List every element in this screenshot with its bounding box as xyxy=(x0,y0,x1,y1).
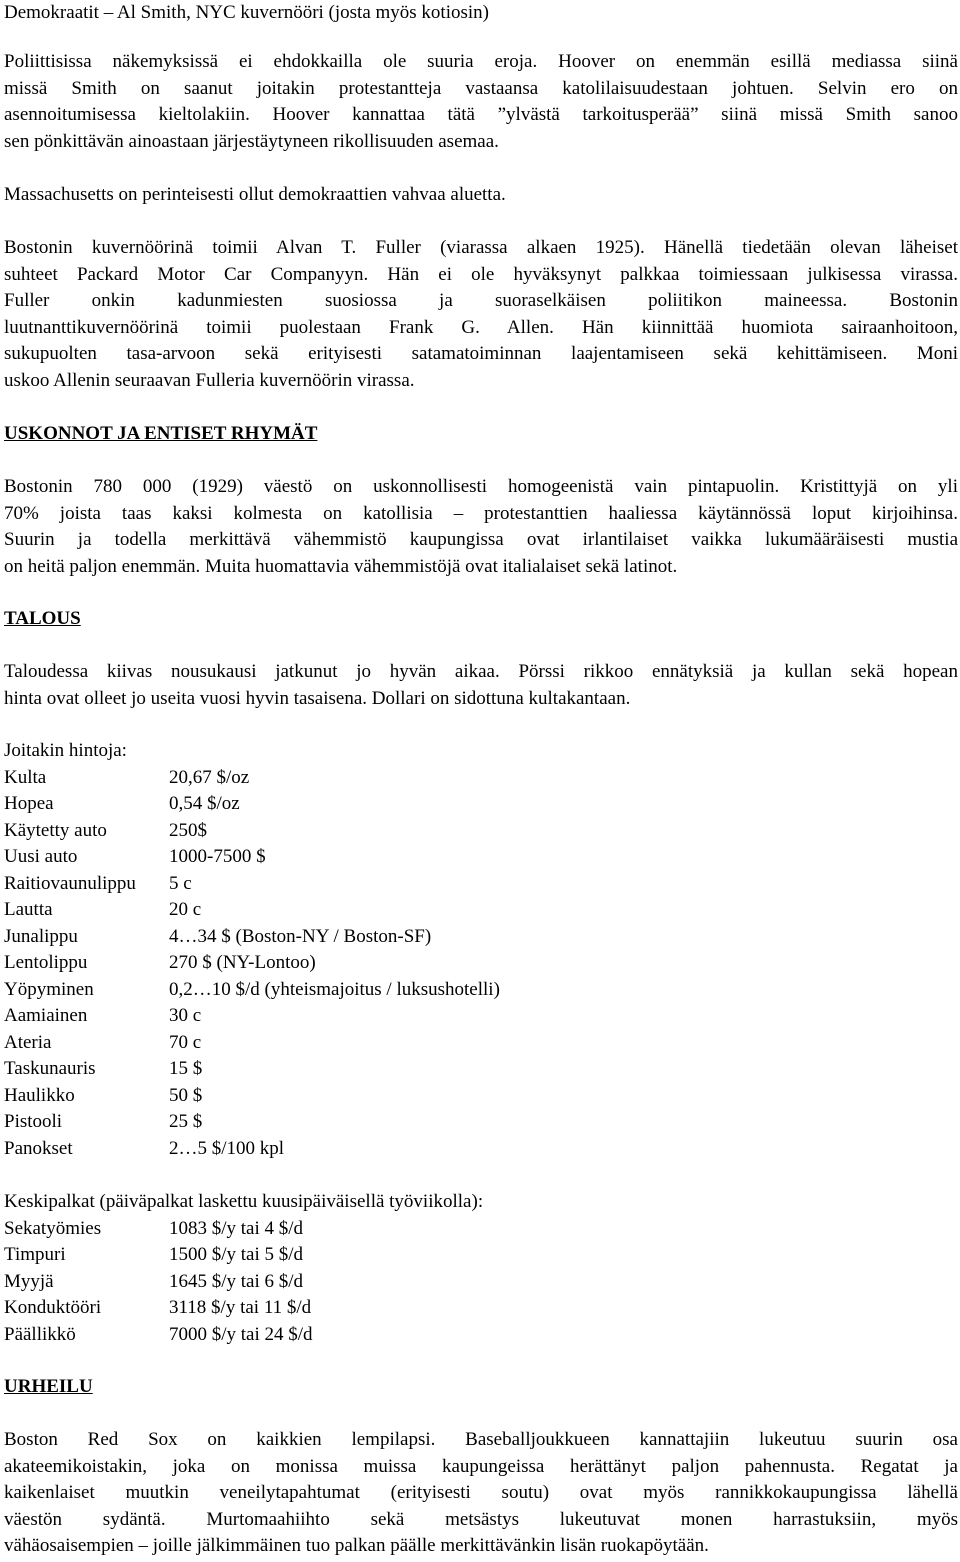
price-row xyxy=(4,897,500,924)
price-row xyxy=(4,1030,500,1057)
wages-list xyxy=(4,1216,483,1349)
governor-line: luutnanttikuvernöörinä toimii puolestaan Frank G. Allen. Hän kiinnittää huomiota sairaanhoitoon, xyxy=(4,316,958,338)
massachusetts-paragraph xyxy=(4,182,506,209)
sports-paragraph xyxy=(4,1427,958,1560)
governor-line: uskoo Allenin seuraavan Fulleria kuvernöörin virassa. xyxy=(4,369,415,391)
wage-row-label: Timpuri xyxy=(4,1244,66,1265)
price-row xyxy=(4,1003,500,1030)
sports-line: Boston Red Sox on kaikkien lempilapsi. Baseballjoukkueen kannattajiin lukeutuu suurin osa xyxy=(4,1429,958,1450)
price-row-label: Panokset xyxy=(4,1137,73,1159)
sports-heading-text: URHEILU xyxy=(4,1376,93,1397)
politics-line: asennoitumisessa kieltolakiin. Hoover kannattaa tätä ”ylvästä tarkoitusperää” siinä missä Smith sanoo xyxy=(4,104,958,125)
economy-paragraph xyxy=(4,659,958,712)
price-row xyxy=(4,977,500,1004)
prices-section xyxy=(4,738,500,1162)
price-row xyxy=(4,1109,500,1136)
price-row-value: 20,67 $/oz xyxy=(169,766,250,788)
wage-row-value: 1500 $/y tai 5 $/d xyxy=(169,1244,304,1265)
price-row-value: 270 $ (NY-Lontoo) xyxy=(169,952,316,973)
economy-heading-text: TALOUS xyxy=(4,608,81,629)
religion-line: on heitä paljon enemmän. Muita huomattavia vähemmistöjä ovat italialaiset sekä latinot. xyxy=(4,555,678,577)
price-row-label: Lautta xyxy=(4,899,53,920)
politics-paragraph xyxy=(4,49,958,155)
price-row-value: 30 c xyxy=(169,1005,202,1026)
price-row-label: Uusi auto xyxy=(4,846,78,867)
religion-paragraph xyxy=(4,474,958,580)
wages-section xyxy=(4,1189,483,1348)
price-row-value: 2…5 $/100 kpl xyxy=(169,1137,285,1159)
party-line-text: Demokraatit – Al Smith, NYC kuvernööri (josta myös kotiosin) xyxy=(4,2,489,23)
party-line xyxy=(4,0,489,27)
politics-line: missä Smith on saanut joitakin protestantteja vastaansa katolilaisuudestaan johtuen. Selvin ero on xyxy=(4,77,958,99)
wage-row xyxy=(4,1242,483,1269)
price-row-label: Yöpyminen xyxy=(4,978,94,1000)
price-row-value: 4…34 $ (Boston-NY / Boston-SF) xyxy=(169,925,432,947)
politics-line: sen pönkittävän ainoastaan järjestäytyneen rikollisuuden asemaa. xyxy=(4,130,499,152)
price-row-label: Ateria xyxy=(4,1031,52,1053)
religion-heading-text: USKONNOT JA ENTISET RHYMÄT xyxy=(4,423,318,444)
price-row-label: Junalippu xyxy=(4,925,78,947)
price-row-value: 50 $ xyxy=(169,1084,203,1106)
religion-line: 70% joista taas kaksi kolmesta on katollisia – protestanttien haaliessa käytännössä loput kirjoihinsa. xyxy=(4,502,958,524)
wage-row-value: 1083 $/y tai 4 $/d xyxy=(169,1217,304,1239)
price-row-value: 0,54 $/oz xyxy=(169,793,240,814)
price-row-label: Aamiainen xyxy=(4,1005,88,1026)
sports-line: vähäosaisempien – joille jälkimmäinen tuo palkan päälle merkittävänkin lisän ruokapöytään. xyxy=(4,1535,709,1556)
economy-heading xyxy=(4,606,81,633)
price-row-label: Lentolippu xyxy=(4,952,88,973)
governor-line: Bostonin kuvernöörinä toimii Alvan T. Fuller (viarassa alkaen 1925). Hänellä tiedetään olevan läheiset xyxy=(4,237,958,258)
price-row xyxy=(4,1136,500,1163)
price-row-value: 70 c xyxy=(169,1031,202,1053)
governor-line: suhteet Packard Motor Car Companyyn. Hän ei ole hyväksynyt palkkaa toimiessaan julkisessa virassa. xyxy=(4,263,958,285)
wages-title: Keskipalkat (päiväpalkat laskettu kuusipäiväisellä työviikolla): xyxy=(4,1191,484,1212)
religion-line: Bostonin 780 000 (1929) väestö on uskonnollisesti homogeenistä vain pintapuolin. Kristittyjä on yli xyxy=(4,476,958,497)
religion-heading xyxy=(4,421,317,448)
politics-line: Poliittisissa näkemyksissä ei ehdokkailla ole suuria eroja. Hoover on enemmän esillä mediassa siinä xyxy=(4,51,958,72)
price-row xyxy=(4,1083,500,1110)
price-row-value: 1000-7500 $ xyxy=(169,846,266,867)
price-row xyxy=(4,924,500,951)
wage-row-label: Konduktööri xyxy=(4,1297,102,1318)
price-row xyxy=(4,1056,500,1083)
price-row-label: Käytetty auto xyxy=(4,819,107,841)
price-row-value: 0,2…10 $/d (yhteismajoitus / luksushotelli) xyxy=(169,978,500,1000)
price-row-label: Hopea xyxy=(4,793,54,814)
price-row xyxy=(4,791,500,818)
prices-title: Joitakin hintoja: xyxy=(4,740,127,761)
price-row-value: 25 $ xyxy=(169,1111,203,1132)
sports-heading xyxy=(4,1374,93,1401)
wage-row-value: 7000 $/y tai 24 $/d xyxy=(169,1323,313,1345)
wage-row-label: Sekatyömies xyxy=(4,1217,102,1239)
price-row-value: 5 c xyxy=(169,872,192,894)
wage-row-value: 1645 $/y tai 6 $/d xyxy=(169,1270,304,1292)
price-row xyxy=(4,871,500,898)
price-row xyxy=(4,818,500,845)
price-row-label: Haulikko xyxy=(4,1084,75,1106)
wage-row-value: 3118 $/y tai 11 $/d xyxy=(169,1297,312,1318)
economy-line: Taloudessa kiivas nousukausi jatkunut jo hyvän aikaa. Pörssi rikkoo ennätyksiä ja kullan sekä hopean xyxy=(4,661,958,682)
price-row-label: Raitiovaunulippu xyxy=(4,872,136,894)
wage-row xyxy=(4,1295,483,1322)
sports-line: väestön sydäntä. Murtomaahiihto sekä metsästys lukeutuvat monen harrastuksiin, myös xyxy=(4,1508,958,1530)
sports-line: kaikenlaiset muutkin veneilytapahtumat (erityisesti soutu) ovat myös rannikkokaupungissa lähellä xyxy=(4,1482,958,1503)
wage-row xyxy=(4,1269,483,1296)
price-row-label: Kulta xyxy=(4,766,47,788)
religion-line: Suurin ja todella merkittävä vähemmistö kaupungissa ovat irlantilaiset vaikka lukumääräisesti mustia xyxy=(4,529,958,550)
governor-line: sukupuolten tasa-arvoon sekä erityisesti satamatoiminnan laajentamiseen sekä kehittämiseen. Moni xyxy=(4,343,958,364)
price-row xyxy=(4,844,500,871)
wage-row xyxy=(4,1322,483,1349)
price-row-value: 250$ xyxy=(169,819,207,841)
price-row-label: Taskunauris xyxy=(4,1058,96,1079)
price-row-value: 20 c xyxy=(169,899,202,920)
price-row-label: Pistooli xyxy=(4,1111,63,1132)
governor-line: Fuller onkin kadunmiesten suosiossa ja suoraselkäisen poliitikon maineessa. Bostonin xyxy=(4,290,958,311)
massachusetts-line: Massachusetts on perinteisesti ollut demokraattien vahvaa aluetta. xyxy=(4,184,506,205)
prices-list xyxy=(4,765,500,1163)
wage-row-label: Päällikkö xyxy=(4,1323,76,1345)
governor-paragraph xyxy=(4,235,958,394)
economy-line: hinta ovat olleet jo useita vuosi hyvin tasaisena. Dollari on sidottuna kultakantaan. xyxy=(4,687,631,709)
price-row-value: 15 $ xyxy=(169,1058,203,1079)
sports-line: akateemikoistakin, joka on monissa muissa kaupungeissa herättänyt paljon pahennusta. Regatat ja xyxy=(4,1455,958,1477)
price-row xyxy=(4,950,500,977)
price-row xyxy=(4,765,500,792)
wage-row xyxy=(4,1216,483,1243)
wage-row-label: Myyjä xyxy=(4,1270,54,1292)
